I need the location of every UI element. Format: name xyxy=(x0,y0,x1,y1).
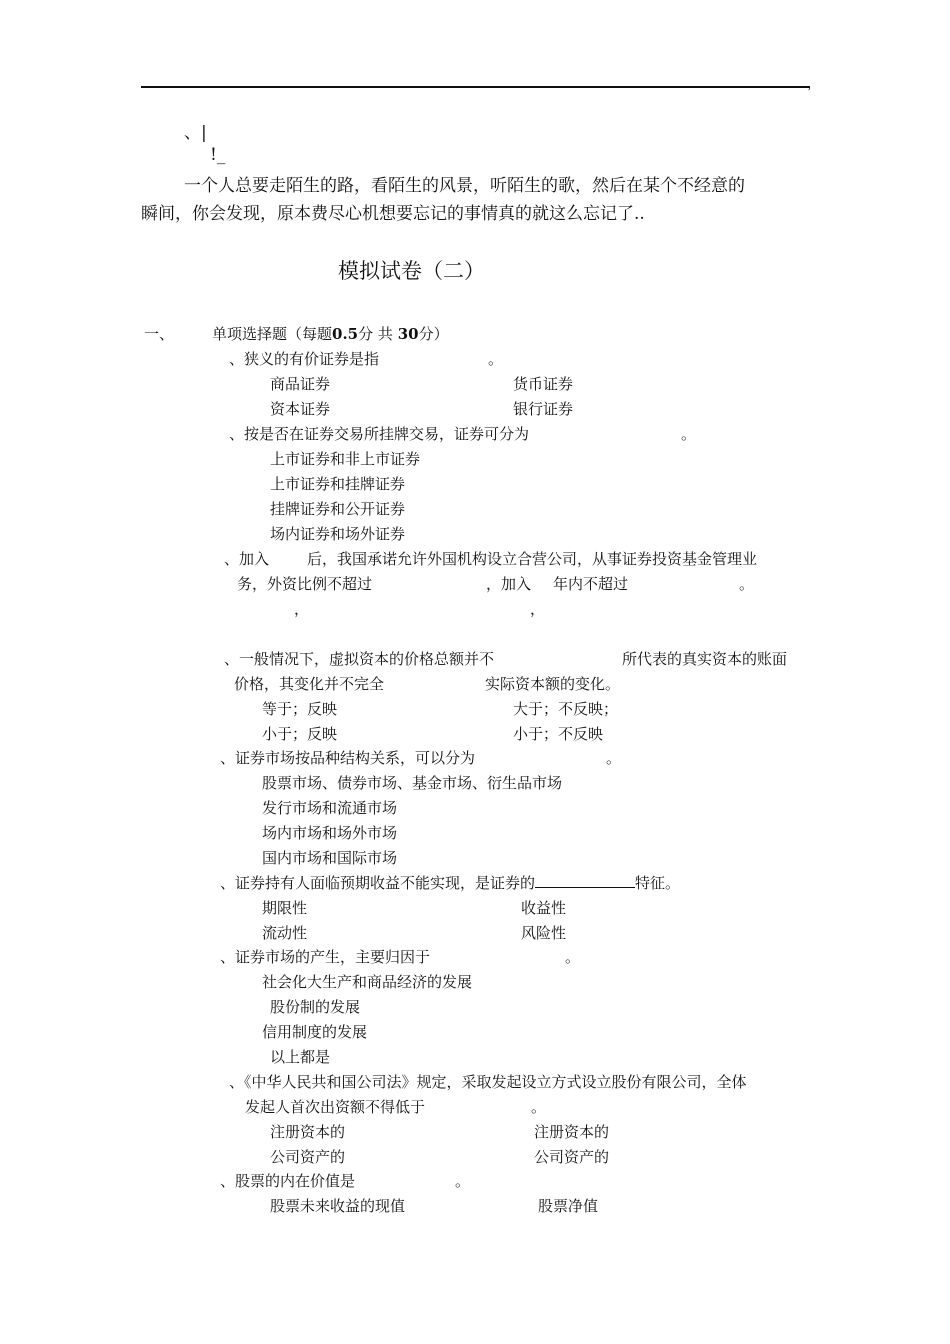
section-heading: 单项选择题（每题0.5分 共 30分） xyxy=(212,325,449,343)
question-9-end: 。 xyxy=(455,1172,471,1190)
question-7-option-a: 社会化大生产和商品经济的发展 xyxy=(262,973,473,991)
header-rule-tick: , xyxy=(808,82,811,92)
question-7-option-b: 股份制的发展 xyxy=(270,998,361,1016)
question-4-option-d: 小于；不反映 xyxy=(513,725,604,743)
question-3-comma-2: ， xyxy=(530,600,546,618)
question-6-stem: 、证券持有人面临预期收益不能实现，是证券的 特征。 xyxy=(220,874,681,892)
question-9-stem: 、股票的内在价值是 xyxy=(220,1172,356,1190)
question-4-stem-a: 、一般情况下，虚拟资本的价格总额并不 xyxy=(224,650,495,668)
question-6-option-b: 收益性 xyxy=(521,899,567,917)
question-9-option-b: 股票净值 xyxy=(538,1197,599,1215)
question-1-stem: 、狭义的有价证券是指 xyxy=(229,350,380,368)
question-2-stem: 、按是否在证券交易所挂牌交易，证券可分为 xyxy=(229,425,530,443)
question-5-option-d: 国内市场和国际市场 xyxy=(262,849,398,867)
question-4-line2-b: 实际资本额的变化。 xyxy=(485,675,621,693)
question-6-end: 特征。 xyxy=(635,874,681,892)
question-7-option-c: 信用制度的发展 xyxy=(262,1023,368,1041)
question-3-comma-1: ， xyxy=(294,600,310,618)
question-8-line2: 发起人首次出资额不得低于 xyxy=(245,1098,426,1116)
section-number: 一、 xyxy=(144,325,175,343)
question-4-stem-b: 所代表的真实资本的账面 xyxy=(622,650,788,668)
question-8-option-c: 公司资产的 xyxy=(270,1148,346,1166)
question-3-stem-a: 、加入 xyxy=(224,550,270,568)
question-1-option-b: 货币证券 xyxy=(513,375,574,393)
question-8-option-a: 注册资本的 xyxy=(270,1123,346,1141)
question-5-stem: 、证券市场按品种结构关系，可以分为 xyxy=(220,749,476,767)
question-5-end: 。 xyxy=(606,749,622,767)
question-1-end: 。 xyxy=(488,350,504,368)
question-3-line2-b: ，加入 xyxy=(486,575,532,593)
question-4-option-a: 等于；反映 xyxy=(262,700,338,718)
question-3-line2-c: 年内不超过 xyxy=(553,575,629,593)
question-1-option-a: 商品证券 xyxy=(270,375,331,393)
header-mark: 、| xyxy=(184,123,207,143)
question-5-option-a: 股票市场、债券市场、基金市场、衍生品市场 xyxy=(262,774,563,792)
question-8-option-d: 公司资产的 xyxy=(534,1148,610,1166)
question-2-option-c: 挂牌证券和公开证券 xyxy=(270,500,406,518)
question-7-option-d: 以上都是 xyxy=(270,1048,331,1066)
question-4-line2-a: 价格，其变化并不完全 xyxy=(234,675,385,693)
intro-line-2: 瞬间，你会发现，原本费尽心机想要忘记的事情真的就这么忘记了.. xyxy=(141,204,645,224)
question-3-line2-end: 。 xyxy=(739,575,755,593)
intro-line-1: 一个人总要走陌生的路，看陌生的风景，听陌生的歌，然后在某个不经意的 xyxy=(184,176,745,196)
section-points: 0.5 xyxy=(332,325,359,343)
page-title: 模拟试卷（二） xyxy=(338,259,485,283)
section-total: 30 xyxy=(397,325,419,343)
question-5-option-b: 发行市场和流通市场 xyxy=(262,799,398,817)
question-2-end: 。 xyxy=(681,425,697,443)
question-3-stem-b: 后，我国承诺允许外国机构设立合营公司，从事证券投资基金管理业 xyxy=(307,550,758,568)
question-8-end: 。 xyxy=(531,1098,547,1116)
question-4-option-b: 大于；不反映； xyxy=(513,700,619,718)
question-6-option-c: 流动性 xyxy=(262,924,308,942)
question-1-option-d: 银行证券 xyxy=(513,400,574,418)
question-2-option-a: 上市证券和非上市证券 xyxy=(270,450,421,468)
question-6-blank xyxy=(535,873,635,888)
question-9-option-a: 股票未来收益的现值 xyxy=(270,1197,406,1215)
question-8-stem: 、《中华人民共和国公司法》规定，采取发起设立方式设立股份有限公司，全体 xyxy=(229,1073,747,1091)
question-4-option-c: 小于；反映 xyxy=(262,725,338,743)
question-7-stem: 、证券市场的产生，主要归因于 xyxy=(220,948,431,966)
question-2-option-b: 上市证券和挂牌证券 xyxy=(270,475,406,493)
question-3-line2-a: 务，外资比例不超过 xyxy=(237,575,373,593)
question-5-option-c: 场内市场和场外市场 xyxy=(262,824,398,842)
header-rule xyxy=(141,86,810,88)
question-1-option-c: 资本证券 xyxy=(270,400,331,418)
question-8-option-b: 注册资本的 xyxy=(534,1123,610,1141)
header-mark-2: !_ xyxy=(210,145,226,165)
question-6-option-a: 期限性 xyxy=(262,899,308,917)
question-2-option-d: 场内证券和场外证券 xyxy=(270,525,406,543)
question-6-option-d: 风险性 xyxy=(521,924,567,942)
question-7-end: 。 xyxy=(565,948,581,966)
